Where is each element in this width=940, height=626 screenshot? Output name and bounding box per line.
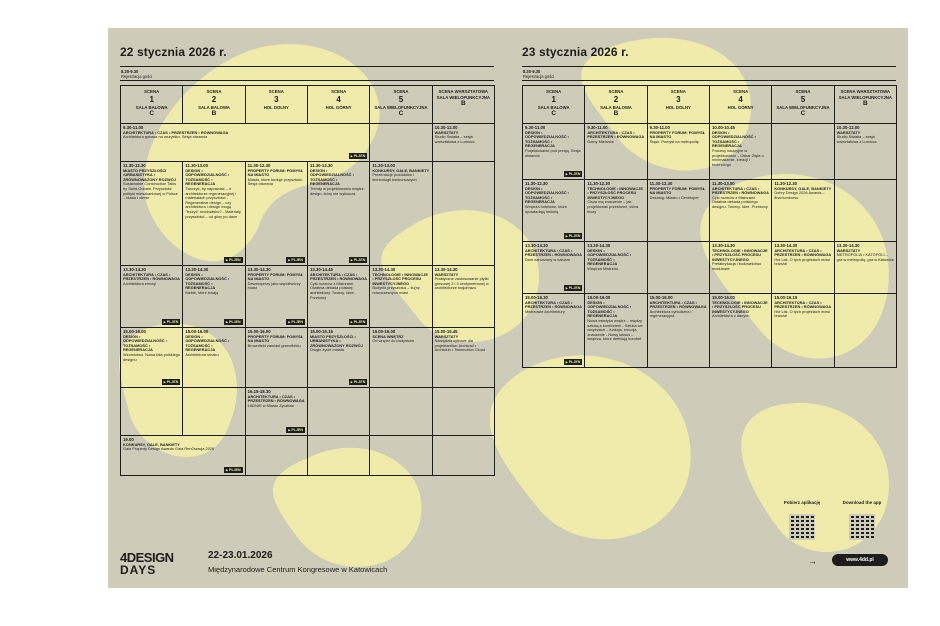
session-topic: DESIGN • ODPOWIEDZIALNOŚĆ • TOŻSAMOŚĆ • REGENERACJA (185, 167, 230, 187)
session-time: 13.30-14.30 (711, 243, 735, 248)
session-topic: WARSZTATY (434, 271, 459, 277)
session-time: 11.30-13.00 (711, 181, 735, 186)
session-topic: KONKURSY, GALE, BANKIETY (774, 185, 832, 191)
session-title: Miasto, które buduje przyszłość. Sesja otwarcia (247, 176, 304, 187)
session-title: Śląsk. Pomysł na metropolię (649, 138, 699, 144)
livestream-badge: ▶ PLJEN (564, 171, 583, 177)
stage-scene: SCENA (546, 89, 562, 94)
session-cell[interactable] (245, 266, 307, 328)
session-cell[interactable] (432, 124, 494, 162)
session-time: 15.00-15.45 (434, 329, 458, 334)
session-cell[interactable] (370, 162, 432, 266)
stage-scene: SCENA (608, 89, 624, 94)
empty-cell (307, 388, 369, 436)
session-title: ŁADNIE w Miasto Życzliwe (247, 402, 295, 408)
stage-letter: B (211, 110, 217, 117)
empty-cell (432, 162, 494, 266)
session-cell[interactable] (523, 124, 585, 180)
session-cell[interactable] (245, 162, 307, 266)
time-slot-row (121, 266, 495, 328)
schedule-day-2 (522, 66, 896, 364)
session-title: Nowa estetyka wnętrz – między sztuką a komfortem - Sztuka we wnętrzach – funkcja, emocja, znaczenie - Nowy luksus – wnętrza, które definiują komfort (587, 317, 643, 342)
session-time: 15.00-16.00 (649, 295, 673, 300)
session-topic: ARCHITEKTURA • CZAS • PRZESTRZEŃ • RÓWNOWAGA (123, 129, 229, 135)
session-time: 13.30-14.45 (309, 267, 333, 272)
session-title: Cykl rozmów z Mistrzami. Ostatnia dekada polskiego designu. Twórcy. Idee. Przełomy (711, 194, 768, 209)
session-topic: KONKURSY, GALE, BANKIETY (372, 167, 430, 173)
session-cell[interactable] (183, 328, 245, 388)
schedule-table (120, 85, 495, 476)
stage-header (585, 86, 647, 124)
logo-line-1: 4DESIGN (120, 550, 174, 565)
session-topic: PROPERTY FORUM: POMYSŁ NA MIASTO (649, 129, 706, 140)
stage-room: SALA BALOWA (135, 105, 168, 110)
session-time: 11.30-12.30 (525, 181, 548, 186)
livestream-badge: ▶ PLJEN (162, 379, 181, 385)
stage-room: SALA WIELOFUNKCYJNA (838, 95, 892, 100)
session-time: 15.00-16.00 (372, 329, 396, 334)
session-time: 13.30-14.30 (185, 267, 209, 272)
stage-header (370, 86, 432, 124)
stage-number: 1 (149, 95, 154, 104)
livestream-badge: ▶ PLJEN (564, 359, 583, 365)
session-cell[interactable] (523, 180, 585, 242)
session-cell[interactable] (647, 294, 709, 368)
stage-header (523, 86, 585, 124)
session-title: Studio Światła – sesja warsztatowa z Lumiocc (434, 134, 475, 144)
stage-scene: SCENA WARSZTATOWA (840, 89, 891, 94)
stage-number: 5 (800, 95, 806, 104)
empty-cell (834, 180, 896, 242)
stage-number: 2 (613, 95, 619, 104)
empty-cell (370, 388, 432, 436)
session-cell[interactable] (121, 436, 246, 476)
registration-time: 8.30-9.30 (121, 69, 139, 74)
stage-room: SALA WIELOFUNKCYJNA (374, 105, 428, 110)
session-cell[interactable] (585, 124, 647, 180)
empty-cell (772, 124, 834, 180)
session-title: Tworzyć, by naprawiać – o architekturze regeneracyjnej i materiałach przyszłości - Regenerative design – czy architektura i design mogą "leczyć" środowisko? - Materiały przyszłości – od gliny po dane (185, 185, 241, 219)
session-cell[interactable] (183, 162, 245, 266)
session-time: 11.30-12.30 (123, 163, 146, 168)
day-title: 22 stycznia 2026 r. (120, 45, 227, 59)
session-topic: PROPERTY FORUM: POMYSŁ NA MIASTO (247, 333, 304, 344)
session-topic: DESIGN • ODPOWIEDZIALNOŚĆ • TOŻSAMOŚĆ • REGENERACJA (525, 129, 569, 149)
session-title: Procesy intuicyjne w projektowaniu – Oskar Zięta o minimalizmie, kreacji i technologii (711, 147, 764, 167)
stage-number: 1 (551, 95, 556, 104)
time-slot-row (523, 124, 897, 180)
session-time: 11.30-12.30 (649, 181, 673, 186)
session-cell[interactable] (121, 162, 183, 266)
stage-header (834, 86, 896, 124)
registration-label: Rejestracja gości (523, 74, 555, 79)
session-cell[interactable] (585, 294, 647, 368)
session-time: 13.30-14.30 (247, 267, 271, 272)
session-time: 10.00-10.45 (711, 125, 735, 130)
time-slot-row (121, 388, 495, 436)
stage-room: SALA WIELOFUNKCYJNA (436, 95, 490, 100)
session-title: Od wnętrz do budynków (372, 338, 415, 344)
session-cell[interactable] (307, 266, 369, 328)
session-title: Meble, które trwają (185, 289, 219, 295)
stage-number: 2 (211, 95, 217, 104)
stage-letter: C (800, 110, 806, 117)
stage-scene: SCENA (144, 89, 160, 94)
session-cell[interactable] (307, 328, 369, 388)
stage-room: SALA BALOWA (537, 105, 570, 110)
session-title: Prefabrykacja i budownictwo modułowe (711, 261, 762, 271)
session-title: Cykl rozmów z Mistrzami. Ostatnia dekada polskiej architektury. Twórcy. Idee. Przełomy (309, 280, 355, 300)
session-cell[interactable] (121, 266, 183, 328)
empty-cell (307, 436, 369, 476)
session-title: Deweloperzy jako współtwórcy miast (247, 280, 301, 291)
session-time: 10.30-12.00 (434, 125, 458, 130)
stage-scene: SCENA WARSZTATOWA (438, 89, 489, 94)
session-topic: ARCHITEKTURA • CZAS • PRZESTRZEŃ • RÓWNOWAGA (309, 271, 367, 282)
session-cell[interactable] (647, 180, 709, 242)
session-topic: DESIGN • ODPOWIEDZIALNOŚĆ • TOŻSAMOŚĆ • REGENERACJA (587, 247, 632, 267)
column-header-row (121, 86, 495, 124)
session-topic: ARCHITEKTURA • CZAS • PRZESTRZEŃ • RÓWNOWAGA (247, 393, 305, 404)
stage-scene: SCENA (795, 89, 811, 94)
session-title: Wzornictwo. Nowa fala polskiego designu (123, 351, 181, 362)
session-time: 13.30-14.30 (434, 267, 458, 272)
stage-letter: B (613, 110, 619, 117)
stage-letter: C (149, 110, 155, 117)
session-title: Projektowanie pod presją. Sesja otwarcia (525, 147, 581, 158)
livestream-badge: ▶ PLJEN (286, 257, 305, 263)
stage-header (245, 86, 307, 124)
session-title: Dom zanurzony w naturze (525, 256, 571, 262)
livestream-badge: ▶ PLJEN (162, 319, 181, 325)
empty-cell (370, 436, 432, 476)
session-time: 11.30-13.00 (372, 163, 396, 168)
session-time: 13.30-14.30 (774, 243, 798, 248)
stage-number: 3 (274, 95, 279, 104)
session-title: Cisza mą znaczenie – jak projektować przestrzeń, która leczy (587, 199, 639, 214)
session-time: 16.15-18.30 (247, 389, 271, 394)
stage-scene: SCENA (733, 89, 749, 94)
session-topic: DESIGN • ODPOWIEDZIALNOŚĆ • TOŻSAMOŚĆ • REGENERACJA (123, 333, 167, 353)
livestream-badge: ▶ PLJEN (224, 467, 243, 473)
session-time: 11.30-12.30 (587, 181, 611, 186)
session-cell[interactable] (772, 294, 834, 368)
session-time: 11.30-12.30 (309, 163, 333, 168)
event-dates: 22-23.01.2026 (208, 550, 273, 561)
session-title: Domy Mistrzów (587, 138, 614, 144)
time-slot-row (121, 436, 495, 476)
session-topic: ARCHITEKTURA • CZAS • PRZESTRZEŃ • RÓWNOWAGA (123, 271, 180, 282)
stage-room: SALA WIELOFUNKCYJNA (776, 105, 830, 110)
schedule-day-1 (120, 66, 494, 472)
session-time: 9.30-11.00 (525, 125, 546, 130)
qr-code-icon[interactable] (849, 514, 875, 540)
stage-header (432, 86, 494, 124)
session-topic: DESIGN • ODPOWIEDZIALNOŚĆ • TOŻSAMOŚĆ • REGENERACJA (309, 167, 354, 187)
stage-number: 3 (676, 95, 681, 104)
session-cell[interactable] (121, 328, 183, 388)
session-topic: DESIGN • ODPOWIEDZIALNOŚĆ • TOŻSAMOŚĆ • REGENERACJA (185, 271, 230, 291)
session-topic: TECHNOLOGIE • INNOWACJE • PRZYSZŁOŚĆ PROCESU INWESTYCYJNEGO (372, 271, 428, 286)
session-cell[interactable] (523, 294, 585, 368)
session-cell[interactable] (183, 266, 245, 328)
session-topic: ARCHITEKTURA • CZAS • PRZESTRZEŃ • RÓWNOWAGA (525, 247, 582, 258)
session-title: Budynki przyszłości – ilu(ny nowoczesnych miast (372, 285, 420, 295)
session-topic: WARSZTATY (836, 129, 861, 135)
session-time: 13.30-14.30 (525, 243, 548, 248)
session-time: 13.30-14.30 (123, 267, 146, 272)
empty-cell (183, 388, 245, 436)
schedule-table (522, 85, 897, 368)
schedule-poster (108, 28, 908, 588)
time-slot-row (121, 328, 495, 388)
session-time: 15.00-16.00 (123, 329, 146, 334)
empty-cell (121, 388, 183, 436)
session-time: 11.30-13.00 (185, 163, 209, 168)
empty-cell (432, 436, 494, 476)
session-topic: KONKURSY, GALE, BANKIETY (123, 441, 180, 447)
session-topic: DESIGN • ODPOWIEDZIALNOŚĆ • TOŻSAMOŚĆ • REGENERACJA (711, 129, 756, 149)
session-time: 9.30-11.00 (123, 125, 144, 130)
stage-letter: B (862, 100, 868, 107)
session-title: Hot List. O tych projektach mówi branża! (774, 256, 831, 267)
session-cell[interactable] (709, 294, 771, 368)
session-title: Wnętrza hotelowe, które opowiadają historię (525, 203, 567, 214)
session-time: 15.00-16.15 (774, 295, 798, 300)
session-topic: MIASTO PRZYSZŁOŚCI • URBANISTYKA • ZRÓWNOWAŻONY ROZWÓJ (309, 333, 363, 348)
session-time: 15.00-16.15 (309, 329, 333, 334)
arrow-right-icon: → (808, 556, 817, 566)
empty-cell (245, 436, 307, 476)
session-cell[interactable] (834, 124, 896, 180)
session-title: Architektura emocji (123, 280, 157, 286)
stage-room: SALA BALOWA (600, 105, 632, 110)
livestream-badge: ▶ PLJEN (349, 153, 368, 159)
session-time: 15.00-16.30 (525, 295, 548, 300)
session-time: 11.30-12.30 (774, 181, 798, 186)
session-cell[interactable] (523, 242, 585, 294)
livestream-badge: ▶ PLJEN (564, 233, 583, 239)
session-topic: TECHNOLOGIE • INNOWACJE • PRZYSZŁOŚĆ PROCESU INWESTYCYJNEGO (711, 299, 768, 314)
session-topic: ARCHITEKTURA • CZAS • PRZESTRZEŃ • RÓWNOWAGA (774, 299, 832, 310)
empty-cell (647, 242, 709, 294)
stage-scene: SCENA (393, 89, 409, 94)
session-cell[interactable] (370, 328, 432, 388)
stage-scene: SCENA (670, 89, 686, 94)
session-topic: TECHNOLOGIE • INNOWACJE • PRZYSZŁOŚĆ PROCESU INWESTYCYJNEGO (711, 247, 768, 262)
time-slot-row (523, 242, 897, 294)
session-time: 15.00-16.00 (587, 295, 611, 300)
session-title: Mistrzowie Architektury (525, 308, 565, 314)
session-topic: DESIGN • ODPOWIEDZIALNOŚĆ • TOŻSAMOŚĆ • REGENERACJA (185, 333, 230, 353)
stage-letter: C (398, 110, 404, 117)
stage-header (183, 86, 245, 124)
stage-number: 4 (336, 95, 341, 104)
session-cell[interactable] (647, 124, 709, 180)
session-title: Gala Property Design Awards Gala RenOwacja 2026 (123, 446, 215, 452)
session-time: 9.30-11.00 (587, 125, 608, 130)
session-time: 10.30-12.00 (836, 125, 860, 130)
session-topic: MIASTO PRZYSZŁOŚCI •URBANISTYKA • ZRÓWNOWAŻONY ROZWÓJ (123, 167, 176, 182)
stage-room: SALA BALOWA (198, 105, 230, 110)
session-title: Architektura z danych (711, 313, 750, 319)
registration-row (120, 66, 494, 81)
livestream-badge: ▶ PLJEN (286, 427, 305, 433)
time-slot-row (121, 162, 495, 266)
session-title: Praktyczne zastosowanie płytki gresowej 2 i 3 centymetrowej w architekturze krajobrazu (434, 276, 489, 291)
session-cell[interactable] (585, 242, 647, 294)
session-topic: WARSZTATY (434, 129, 459, 135)
session-cell[interactable] (432, 266, 494, 328)
empty-cell (432, 388, 494, 436)
session-topic: DESIGN • ODPOWIEDZIALNOŚĆ • TOŻSAMOŚĆ • REGENERACJA (587, 299, 632, 319)
livestream-badge: ▶ PLJEN (349, 379, 368, 385)
stage-letter: B (460, 100, 466, 107)
stage-room: HOL DOLNY (665, 105, 691, 110)
session-title: Architektura cyrkularna i regeneracyjna (649, 308, 692, 319)
time-slot-row (121, 124, 495, 162)
day-title: 23 stycznia 2026 r. (522, 45, 629, 59)
livestream-badge: ▶ PLJEN (224, 319, 243, 325)
stage-scene: SCENA (331, 89, 347, 94)
session-cell[interactable] (772, 242, 834, 294)
livestream-badge: ▶ PLJEN (349, 257, 368, 263)
session-time: 13.30-14.30 (587, 243, 611, 248)
stage-header (121, 86, 183, 124)
session-title: Wnętrza Mistrzów (587, 265, 619, 271)
session-title: Drugie życie miasta (309, 347, 344, 353)
session-topic: ARCHITEKTURA • CZAS • PRZESTRZEŃ • RÓWNOWAGA (774, 247, 832, 258)
stage-number: 4 (738, 95, 743, 104)
session-time: 15.00-16.00 (711, 295, 735, 300)
app-label-en: Download the app (842, 500, 882, 505)
stage-header (709, 86, 771, 124)
session-time: 15.00-16.00 (247, 329, 271, 334)
session-time: 19.00 (123, 437, 134, 442)
session-cell[interactable] (772, 180, 834, 242)
session-time: 13.30-14.30 (836, 243, 860, 248)
session-cell[interactable] (245, 328, 307, 388)
session-topic: PROPERTY FORUM: POMYSŁ NA MIASTO (649, 185, 706, 196)
time-slot-row (523, 180, 897, 242)
session-title: Hot List. O tych projektach mówi branża! (774, 308, 831, 319)
session-cell[interactable] (432, 328, 494, 388)
column-header-row (523, 86, 897, 124)
session-title: Dobry Design 2026 Awards – final konkursu (774, 190, 825, 200)
session-cell[interactable] (834, 242, 896, 294)
session-time: 9.30-11.00 (649, 125, 670, 130)
stage-letter: C (551, 110, 557, 117)
session-time: 11.30-12.30 (247, 163, 271, 168)
stage-scene: SCENA (268, 89, 284, 94)
empty-cell (370, 124, 432, 162)
livestream-badge: ▶ PLJEN (349, 319, 368, 325)
session-title: Trendy w projektowaniu wnętrz: design, który nie wyklucza (309, 185, 365, 196)
livestream-badge: ▶ PLJEN (564, 285, 583, 291)
session-title: Architektura gotowa na wszystko. Sesja otwarcia (123, 134, 208, 140)
stage-header (647, 86, 709, 124)
session-title: Prezentacje produktów i technologii konkursowych (372, 172, 417, 182)
qr-code-icon[interactable] (789, 514, 815, 540)
blob-shape (490, 355, 691, 539)
stage-header (307, 86, 369, 124)
stage-room: HOL GÓRNY (727, 105, 754, 110)
event-venue: Międzynarodowe Centrum Kongresowe w Katowicach (208, 565, 388, 574)
session-time: 15.00-16.00 (185, 329, 209, 334)
session-title: METROPOLIA • KATOPOLI – gra w metropolię, gra w Katowice (836, 252, 894, 262)
session-topic: PROPERTY FORUM: POMYSŁ NA MIASTO (247, 167, 304, 178)
session-cell[interactable] (245, 388, 307, 436)
stage-room: HOL DOLNY (263, 105, 289, 110)
event-logo (120, 552, 174, 576)
session-topic: ARCHITEKTURA • CZAS • PRZESTRZEŃ • RÓWNOWAGA (711, 185, 769, 196)
session-topic: SCENA WNĘTRZ (372, 333, 404, 339)
empty-cell (834, 294, 896, 368)
stage-number: 5 (398, 95, 404, 104)
stage-scene: SCENA (206, 89, 222, 94)
stage-room: HOL GÓRNY (325, 105, 352, 110)
session-time: 13.30-14.30 (372, 267, 396, 272)
session-title: Brownfield zamiast greenfieldu (247, 342, 301, 348)
logo-line-2: DAYS (120, 563, 157, 577)
session-title: Sustainable Construction Talks by Saint-Gobain. Przyszłość polityki mieszkaniowej w Polsce – blaski i cienie (123, 181, 178, 201)
stage-header (772, 86, 834, 124)
session-topic: TECHNOLOGIE • INNOWACJE • PRZYSZŁOŚĆ PROCESU INWESTYCYJNEGO (587, 185, 643, 200)
time-slot-row (523, 294, 897, 368)
session-topic: WARSZTATY (836, 247, 861, 253)
session-title: Dekalog: Miasto • Developer (649, 194, 699, 200)
livestream-badge: ▶ PLJEN (224, 257, 243, 263)
session-topic: ARCHITEKTURA • CZAS • PRZESTRZEŃ • RÓWNOWAGA (649, 299, 707, 310)
session-title: Studio Światła – sesja warsztatowa z Lumiocc (836, 134, 877, 144)
app-label-pl: Pobierz aplikację (783, 500, 821, 505)
livestream-badge: ▶ PLJEN (286, 319, 305, 325)
session-topic: WARSZTATY (434, 333, 459, 339)
session-topic: ARCHITEKTURA • CZAS • PRZESTRZEŃ • RÓWNOWAGA (587, 129, 645, 140)
session-cell[interactable] (121, 124, 370, 162)
session-topic: DESIGN • ODPOWIEDZIALNOŚĆ • TOŻSAMOŚĆ • REGENERACJA (525, 185, 569, 205)
session-topic: PROPERTY FORUM: POMYSŁ NA MIASTO (247, 271, 304, 282)
website-link[interactable]: www.4dd.pl (832, 554, 888, 566)
session-cell[interactable] (370, 266, 432, 328)
session-cell[interactable] (585, 180, 647, 242)
session-title: Architektura smaku (185, 351, 219, 357)
session-cell[interactable] (709, 242, 771, 294)
session-cell[interactable] (709, 124, 771, 180)
registration-time: 8.30-9.30 (523, 69, 541, 74)
registration-label: Rejestracja gości (121, 74, 153, 79)
registration-row (522, 66, 896, 81)
session-cell[interactable] (709, 180, 771, 242)
session-title: Narzędzia cyfrowe dla projektantów: Archicad • Archiclub • Twinmotion Cloud (434, 338, 486, 353)
session-topic: ARCHITEKTURA • CZAS • PRZESTRZEŃ • RÓWNOWAGA (525, 299, 582, 310)
session-cell[interactable] (307, 162, 369, 266)
